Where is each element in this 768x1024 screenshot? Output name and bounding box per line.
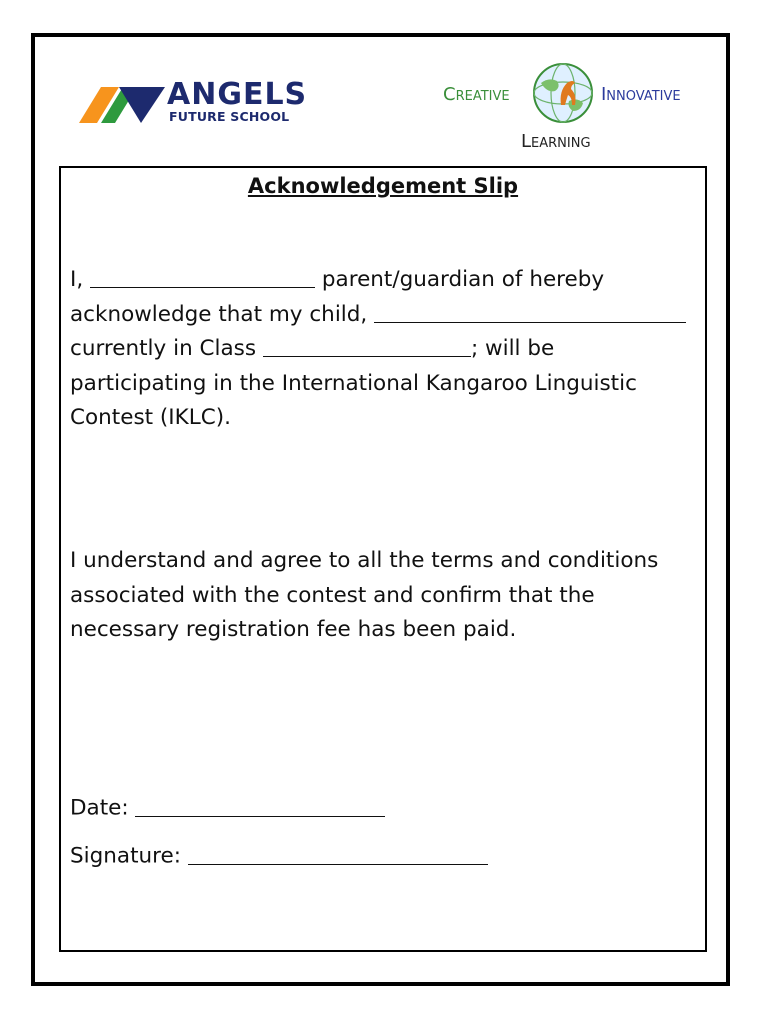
slip-box: [59, 166, 707, 952]
child-name-blank[interactable]: [374, 300, 686, 323]
signature-label: Signature:: [70, 843, 181, 869]
guardian-name-blank[interactable]: [90, 266, 315, 289]
globe-kangaroo-icon: [531, 61, 595, 125]
logo-word-creative: Creative: [443, 84, 510, 105]
para-text-1: parent/guardian of hereby acknowledge that my child,: [70, 267, 605, 327]
para-text-3: ; will be participating in the International Kangaroo Linguistic Contest (IKLC).: [70, 336, 637, 430]
document-border: [31, 33, 730, 986]
angels-logo: [79, 77, 309, 131]
angels-name: ANGELS: [167, 77, 308, 112]
terms-paragraph: I understand and agree to all the terms and conditions associated with the contest and confirm that the necessary registration fee has been paid.: [70, 548, 659, 642]
class-blank[interactable]: [263, 335, 471, 358]
para-text-2: currently in Class: [70, 336, 257, 361]
date-label: Date:: [70, 795, 129, 821]
signature-field: [70, 842, 488, 869]
acknowledgement-paragraph: [70, 263, 695, 436]
slip-title: Acknowledgement Slip: [247, 174, 519, 198]
date-blank[interactable]: [135, 794, 385, 817]
para-lead: I,: [70, 267, 84, 292]
logo-word-learning: Learning: [521, 131, 591, 152]
date-field: [70, 794, 385, 821]
angels-subtitle: FUTURE SCHOOL: [169, 109, 290, 124]
angels-emblem-icon: [79, 81, 169, 131]
creative-innovative-learning-logo: [443, 57, 718, 157]
signature-blank[interactable]: [188, 842, 488, 865]
logo-word-innovative: Innovative: [601, 84, 681, 105]
